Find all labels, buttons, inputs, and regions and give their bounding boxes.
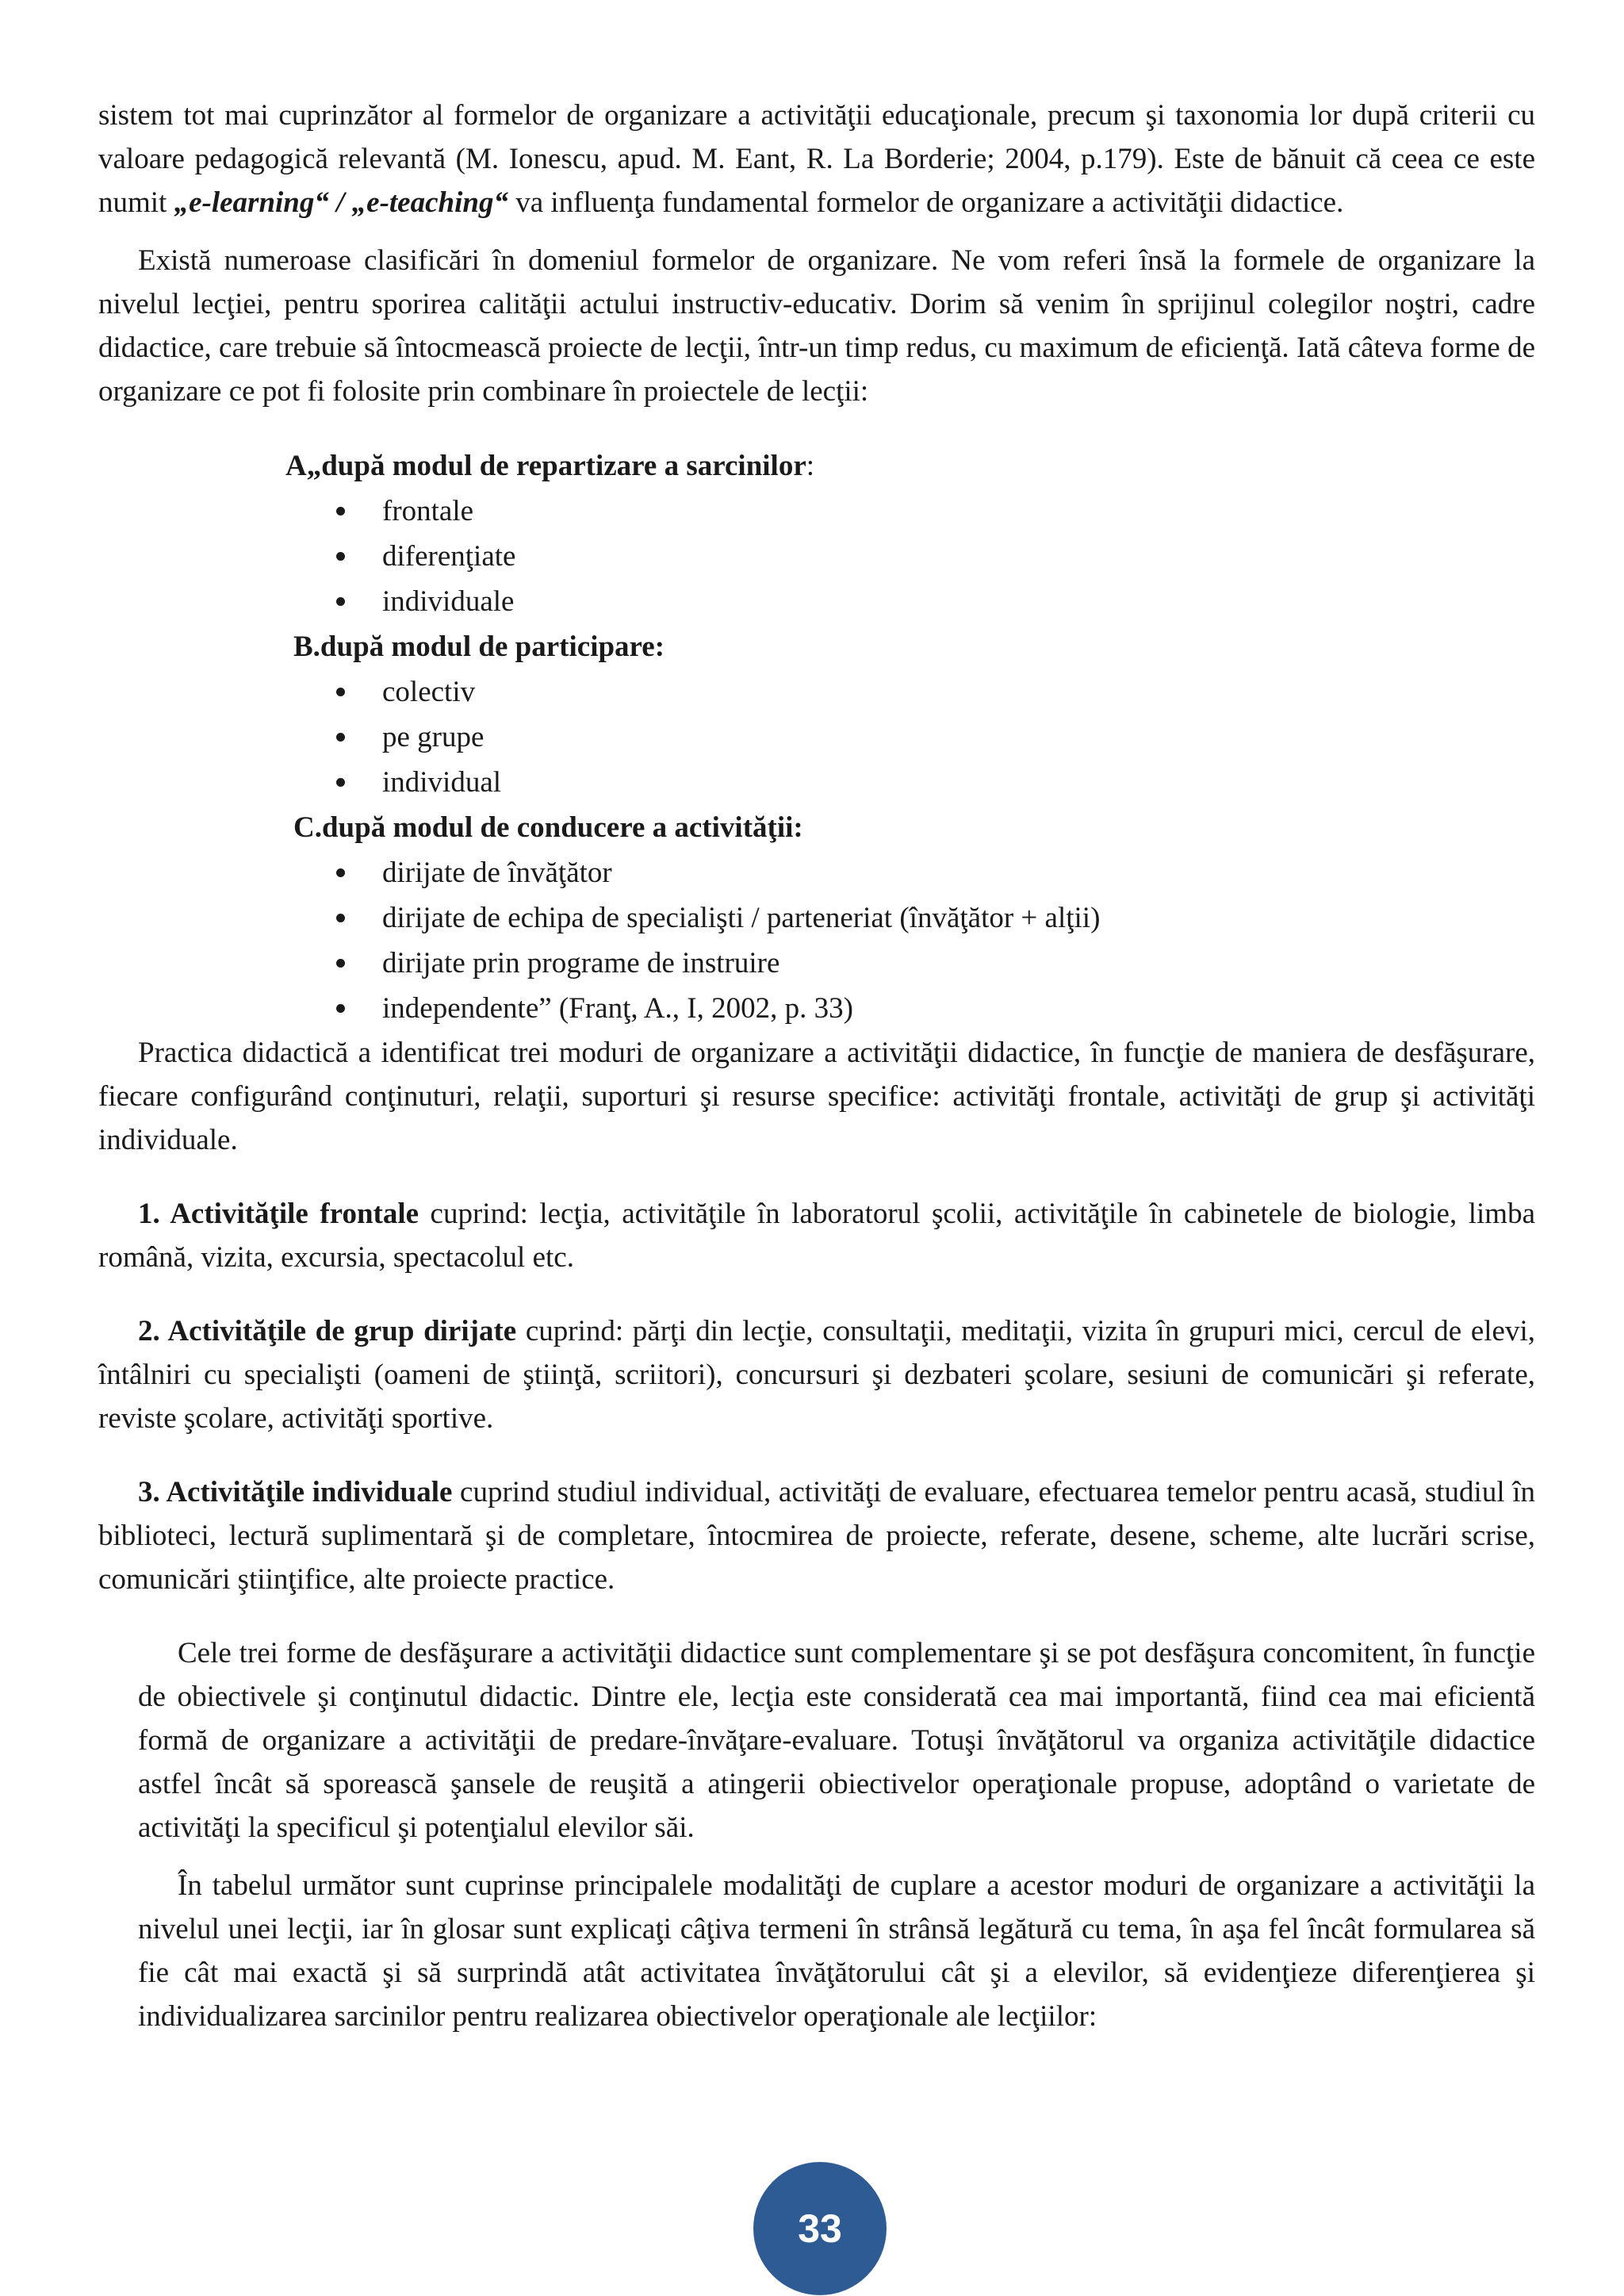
list-item: independente” (Franţ, A., I, 2002, p. 33) [285,986,1535,1031]
paragraph-individual-activities: 3. Activităţile individuale cuprind studiul individual, activităţi de evaluare, efectuarea temelor pentru acasă, studiul în biblioteci, lectură suplimentară şi de completare, întocmirea de proiecte, referate, desene, scheme, alte lucrări scrise, comunicări ştiinţifice, alte proiecte practice. [98,1476,1535,1596]
bullet-icon [336,733,345,742]
bullet-icon [336,1004,345,1013]
paragraph-table-intro: În tabelul următor sunt cuprinse principalele modalităţi de cuplare a acestor moduri de organizare a activităţii la nivelul unei lecţii, iar în glosar sunt explicaţi câţiva termeni în strânsă legătură cu tema, în aşa fel încât formularea să fie cât mai exactă şi să surprindă atât activitatea învăţătorului cât şi a elevilor, să evidenţieze diferenţierea şi individualizarea sarcinilor pentru realizarea obiectivelor operaţionale ale lecţiilor: [138,1869,1535,2033]
bullet-icon [336,688,345,696]
bullet-icon [336,597,345,606]
bullet-icon [336,507,345,516]
page-number: 33 [798,2206,842,2251]
e-learning-emphasis: „e-learning“ / „e-teaching“ [174,186,508,219]
list-item: individuale [285,579,1535,624]
list-item: dirijate de învăţător [285,850,1535,895]
list-item: pe grupe [285,715,1535,760]
organization-forms-list [285,443,1535,1031]
intro-text-end: va influenţa fundamental formelor de organizare a activităţii didactice. [508,186,1344,219]
paragraph-complementary-forms: Cele trei forme de desfăşurare a activităţii didactice sunt complementare şi se pot desfăşura concomitent, în funcţie de obiectivele şi conţinutul didactic. Dintre ele, lecţia este considerată cea mai importantă, fiind cea mai eficientă formă de organizare a activităţii de predare-învăţare-evaluare. Totuşi învăţătorul va organiza activităţile didactice astfel încât să sporească şansele de reuşită a atingerii obiectivelor operaţionale propuse, adoptând o varietate de activităţi la specificul şi potenţialul elevilor săi. [138,1637,1535,1844]
page-content [98,94,1535,2038]
bullet-icon [336,552,345,561]
section-a-items [285,489,1535,624]
section-b-items [285,669,1535,805]
page-number-badge [753,2162,887,2295]
paragraph-group-activities: 2. Activităţile de grup dirijate cuprind: părţi din lecţie, consultaţii, meditaţii, vizita în grupuri mici, cercul de elevi, întâlniri cu specialişti (oameni de ştiinţă, scriitori), concursuri şi dezbateri şcolare, sesiuni de comunicări şi referate, reviste şcolare, activităţi sportive. [98,1315,1535,1435]
bullet-icon [336,868,345,877]
paragraph-practice: Practica didactică a identificat trei moduri de organizare a activităţii didactice, în funcţie de maniera de desfăşurare, fiecare configurând conţinuturi, relaţii, suporturi şi resurse specifice: activităţi frontale, activităţi de grup şi activităţi individuale. [98,1037,1535,1156]
section-heading-a: A„după modul de repartizare a sarcinilor: [285,450,815,482]
bullet-icon [336,778,345,787]
section-heading-b: B.după modul de participare: [293,631,665,663]
list-item: dirijate prin programe de instruire [285,941,1535,986]
list-item: diferenţiate [285,534,1535,579]
section-heading-c: C.după modul de conducere a activităţii: [293,811,803,844]
list-item: colectiv [285,669,1535,715]
paragraph-intro [98,94,1535,224]
section-c-items [285,850,1535,1031]
list-item: dirijate de echipa de specialişti / parteneriat (învăţător + alţii) [285,895,1535,941]
intro-text-start: sistem tot mai cuprinzător al formelor de organizare a activităţii educaţionale, precum şi taxonomia lor după criterii cu valoare pedagogică relevantă (M. Ionescu, apud. M. Eant, R. La Borderie; 2004, p.179). Este de bănuit că ceea ce este numit [98,99,1535,219]
list-item: frontale [285,489,1535,534]
paragraph-classifications: Există numeroase clasificări în domeniul formelor de organizare. Ne vom referi însă la formele de organizare la nivelul lecţiei, pentru sporirea calităţii actului instructiv-educativ. Dorim să venim în sprijinul colegilor noştri, cadre didactice, care trebuie să întocmească proiecte de lecţii, într-un timp redus, cu maximum de eficienţă. Iată câteva forme de organizare ce pot fi folosite prin combinare în proiectele de lecţii: [98,244,1535,408]
list-item: individual [285,760,1535,805]
bullet-icon [336,914,345,922]
bullet-icon [336,959,345,968]
paragraph-frontal-activities: 1. Activităţile frontale cuprind: lecţia, activităţile în laboratorul şcolii, activităţile în cabinetele de biologie, limba română, vizita, excursia, spectacolul etc. [98,1198,1535,1274]
